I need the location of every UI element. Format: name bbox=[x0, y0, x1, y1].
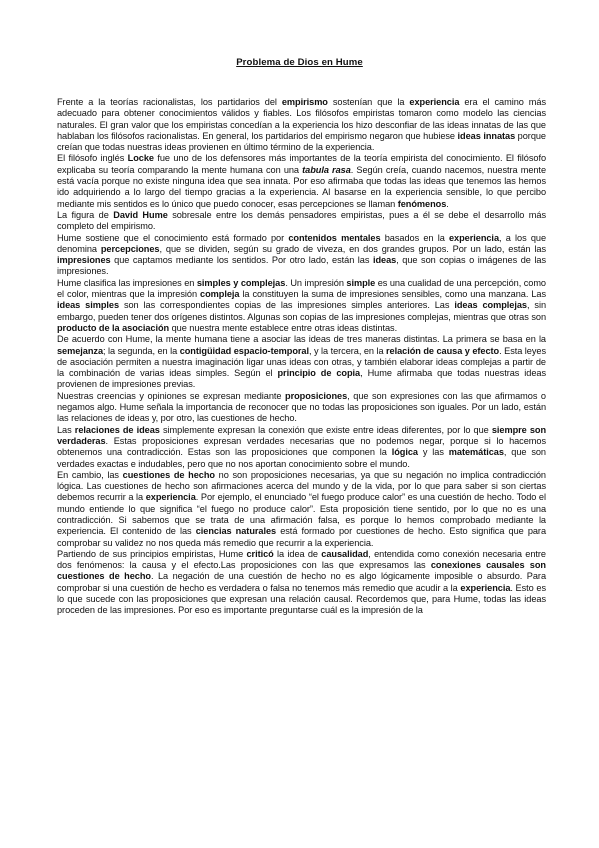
text-run: . Estas proposiciones expresan verdades necesarias que no podemos negar, porque si lo hacemos obtenemos una contradicción. Estas son las proposiciones que componen la bbox=[57, 435, 546, 458]
paragraph bbox=[57, 153, 546, 209]
text-run: , que se dividen, según su grado de viveza, en dos grandes grupos. Por un lado, están las bbox=[159, 243, 546, 254]
text-run: , a los que denomina bbox=[57, 232, 547, 254]
text-run: sostenían que la bbox=[327, 97, 410, 107]
text-run: . Esto es lo que sucede con las proposiciones que expresan una relación causal. Recordemos que, para Hume, todas las ideas proceden de las impresiones. Por eso es importante preguntarse cuál es la impresión de la bbox=[57, 582, 546, 616]
paragraph bbox=[57, 391, 546, 425]
text-run: , sin embargo, pueden tener dos orígenes distintos. Algunas son copias de las impresiones complejas, mientras que otras son bbox=[57, 300, 546, 322]
text-run: , que son copias o imágenes de las impresiones. bbox=[57, 255, 546, 277]
paragraph bbox=[57, 470, 546, 549]
bold-term: percepciones bbox=[100, 243, 160, 254]
bold-term: cuestiones de hecho bbox=[122, 469, 215, 480]
text-run: sobresale entre los demás pensadores empiristas, pues a él se debe el desarrollo más completo del empirismo. bbox=[57, 209, 546, 232]
bold-term: ideas innatas bbox=[457, 130, 516, 141]
bold-term: ideas bbox=[372, 255, 397, 266]
text-run: simplemente expresan la conexión que existe entre ideas diferentes, por lo que bbox=[159, 424, 492, 435]
bold-term: simple bbox=[346, 277, 376, 288]
text-run: Nuestras creencias y opiniones se expresan mediante bbox=[57, 390, 286, 401]
document-body bbox=[57, 97, 546, 617]
text-run: que captamos mediante los sentidos. Por otro lado, están las bbox=[110, 255, 373, 266]
bold-term: criticó bbox=[246, 548, 274, 559]
bold-term: empirismo bbox=[281, 97, 328, 107]
bold-term: experiencia bbox=[409, 97, 460, 107]
text-run: . Según creía, cuando nacemos, nuestra mente está vacía porque no existe ninguna idea que sea innata. Por eso afirmaba que todas las ideas que tenemos las hemos ido adquiriendo a lo largo del tiempo gracias a la experiencia. Al basarse en la experiencia sensible, lo que percibo mediante mis sentidos es lo único que puedo conocer, esas percepciones se llaman bbox=[57, 164, 546, 209]
bold-term: siempre son verdaderas bbox=[57, 424, 547, 446]
text-run: que nuestra mente establece entre otras ideas distintas. bbox=[169, 322, 398, 333]
paragraph bbox=[57, 210, 546, 233]
bold-term: causalidad bbox=[321, 548, 369, 559]
text-run: , y la tercera, en la bbox=[308, 345, 387, 356]
bold-term: compleja bbox=[200, 289, 240, 300]
bold-term: David Hume bbox=[113, 209, 168, 220]
paragraph bbox=[57, 334, 546, 390]
text-run: son las correspondientes copias de las impresiones simples anteriores. Las bbox=[119, 300, 455, 311]
document-title: Problema de Dios en Hume bbox=[236, 57, 363, 68]
text-run: era el camino más adecuado para obtener conocimientos válidos y fiables. Los filósofos empiristas tomaron como modelo las ciencias naturales. El gran valor que los empiristas concedían a la experiencia los hizo desconfiar de las ideas innatas de las que hablaban los filósofos racionalistas. En general, los partidarios del empirismo negaron que hubiese bbox=[57, 97, 546, 141]
text-run: . Esta leyes de asociación permiten a nuestra imaginación ligar unas ideas con otras, y también elaborar ideas complejas a partir de la combinación de varias ideas simples. Según el bbox=[57, 345, 546, 379]
bold-term: semejanza bbox=[57, 345, 104, 356]
text-run: la constituyen la suma de impresiones sensibles, como una manzana. Las bbox=[239, 289, 546, 300]
bold-term: principio de copia bbox=[277, 368, 361, 379]
paragraph bbox=[57, 97, 546, 153]
italic-emphasis: tabula rasa bbox=[302, 164, 351, 175]
text-run: . Por ejemplo, el enunciado “el fuego produce calor” es una cuestión de hecho. Todo el mundo entiende lo que significa “el fuego no produce calor”. Esta proposición tiene sentido, por lo que no es una contradicción. Si sabemos que se trata de una afirmación falsa, es porque lo hemos comprobado mediante la experiencia. El contenido de las bbox=[57, 492, 546, 537]
bold-term: ideas simples bbox=[57, 300, 120, 311]
bold-term: experiencia bbox=[145, 492, 196, 503]
text-run: , que son verdades exactas e indudables, pero que no nos aportan conocimiento sobre el mundo. bbox=[57, 447, 546, 469]
text-run: La figura de bbox=[57, 209, 114, 220]
bold-term: producto de la asociación bbox=[57, 322, 170, 333]
text-run: Hume clasifica las impresiones en bbox=[57, 277, 197, 288]
paragraph bbox=[57, 278, 546, 334]
text-run: está formado por cuestiones de hecho. Esto significa que para comprobar su validez no nos queda más remedio que recurrir a la experiencia. bbox=[57, 526, 547, 548]
paragraph bbox=[57, 425, 546, 470]
text-run: , Hume afirmaba que todas nuestras ideas provienen de impresiones previas. bbox=[57, 368, 547, 390]
text-run: De acuerdo con Hume, la mente humana tiene a asociar las ideas de tres maneras distintas. La primera se basa en la bbox=[57, 334, 546, 345]
bold-term: matemáticas bbox=[448, 447, 504, 458]
text-run: , que son expresiones con las que afirmamos o negamos algo. Hume señala la importancia de reconocer que no todas las proposiciones son iguales. Por un lado, están las relaciones de ideas y, por otro, las cuestiones de hecho. bbox=[57, 390, 546, 424]
text-run: basados en la bbox=[380, 232, 449, 243]
bold-term: fenómenos bbox=[397, 198, 447, 209]
bold-term: ideas complejas bbox=[454, 300, 527, 311]
text-run: la idea de bbox=[273, 548, 322, 559]
text-run: . Un impresión bbox=[285, 277, 347, 288]
bold-term: experiencia bbox=[448, 232, 499, 243]
text-run: porque creían que todas nuestras ideas provienen en último término de la experiencia. bbox=[57, 130, 546, 153]
bold-term: relación de causa y efecto bbox=[386, 345, 500, 356]
bold-term: ciencias naturales bbox=[195, 526, 277, 537]
bold-term: simples y complejas bbox=[196, 277, 286, 288]
text-run: . La negación de una cuestión de hecho no es algo lógicamente imposible o absurdo. Para comprobar si una cuestión de hecho es verdadera o falsa no tenemos más remedio que acudir a la bbox=[57, 571, 546, 593]
text-run: fue uno de los defensores más importantes de la teoría empirista del conocimiento. El filósofo explicaba su teoría comparando la mente humana con una bbox=[57, 153, 547, 175]
text-run: Partiendo de sus principios empiristas, Hume bbox=[57, 548, 247, 559]
text-run: y las bbox=[417, 447, 449, 458]
text-run: es una cualidad de una percepción, como el color, mientras que la impresión bbox=[57, 277, 546, 300]
text-run: El filósofo inglés bbox=[57, 153, 128, 164]
text-run: Hume sostiene que el conocimiento está formado por bbox=[57, 232, 289, 243]
text-run: Frente a la teorías racionalistas, los partidarios del bbox=[57, 97, 282, 107]
text-run: En cambio, las bbox=[57, 469, 123, 480]
text-run: . bbox=[446, 198, 449, 209]
bold-term: relaciones de ideas bbox=[74, 424, 160, 435]
text-run: no son proposiciones necesarias, ya que su negación no implica contradicción lógica. Las cuestiones de hecho son afirmaciones acerca del mundo y de la vida, por lo que para saber si son ciertas debemos recurrir a la bbox=[57, 469, 546, 503]
paragraph bbox=[57, 549, 546, 617]
paragraph bbox=[57, 233, 546, 278]
bold-term: lógica bbox=[391, 447, 418, 458]
bold-term: impresiones bbox=[57, 255, 111, 266]
text-run: ; la segunda, en la bbox=[103, 345, 180, 356]
bold-term: proposiciones bbox=[285, 390, 348, 401]
text-run: , entendida como conexión necesaria entre dos fenómenos: la causa y el efecto.Las proposiciones con las que expresamos las bbox=[57, 548, 546, 571]
bold-term: conexiones causales son cuestiones de hecho bbox=[57, 560, 546, 582]
bold-term: contenidos mentales bbox=[288, 232, 381, 243]
text-run: Las bbox=[57, 424, 75, 435]
bold-term: Locke bbox=[127, 153, 154, 164]
bold-term: experiencia bbox=[460, 582, 511, 593]
bold-term: contigüidad espacio-temporal bbox=[179, 345, 309, 356]
